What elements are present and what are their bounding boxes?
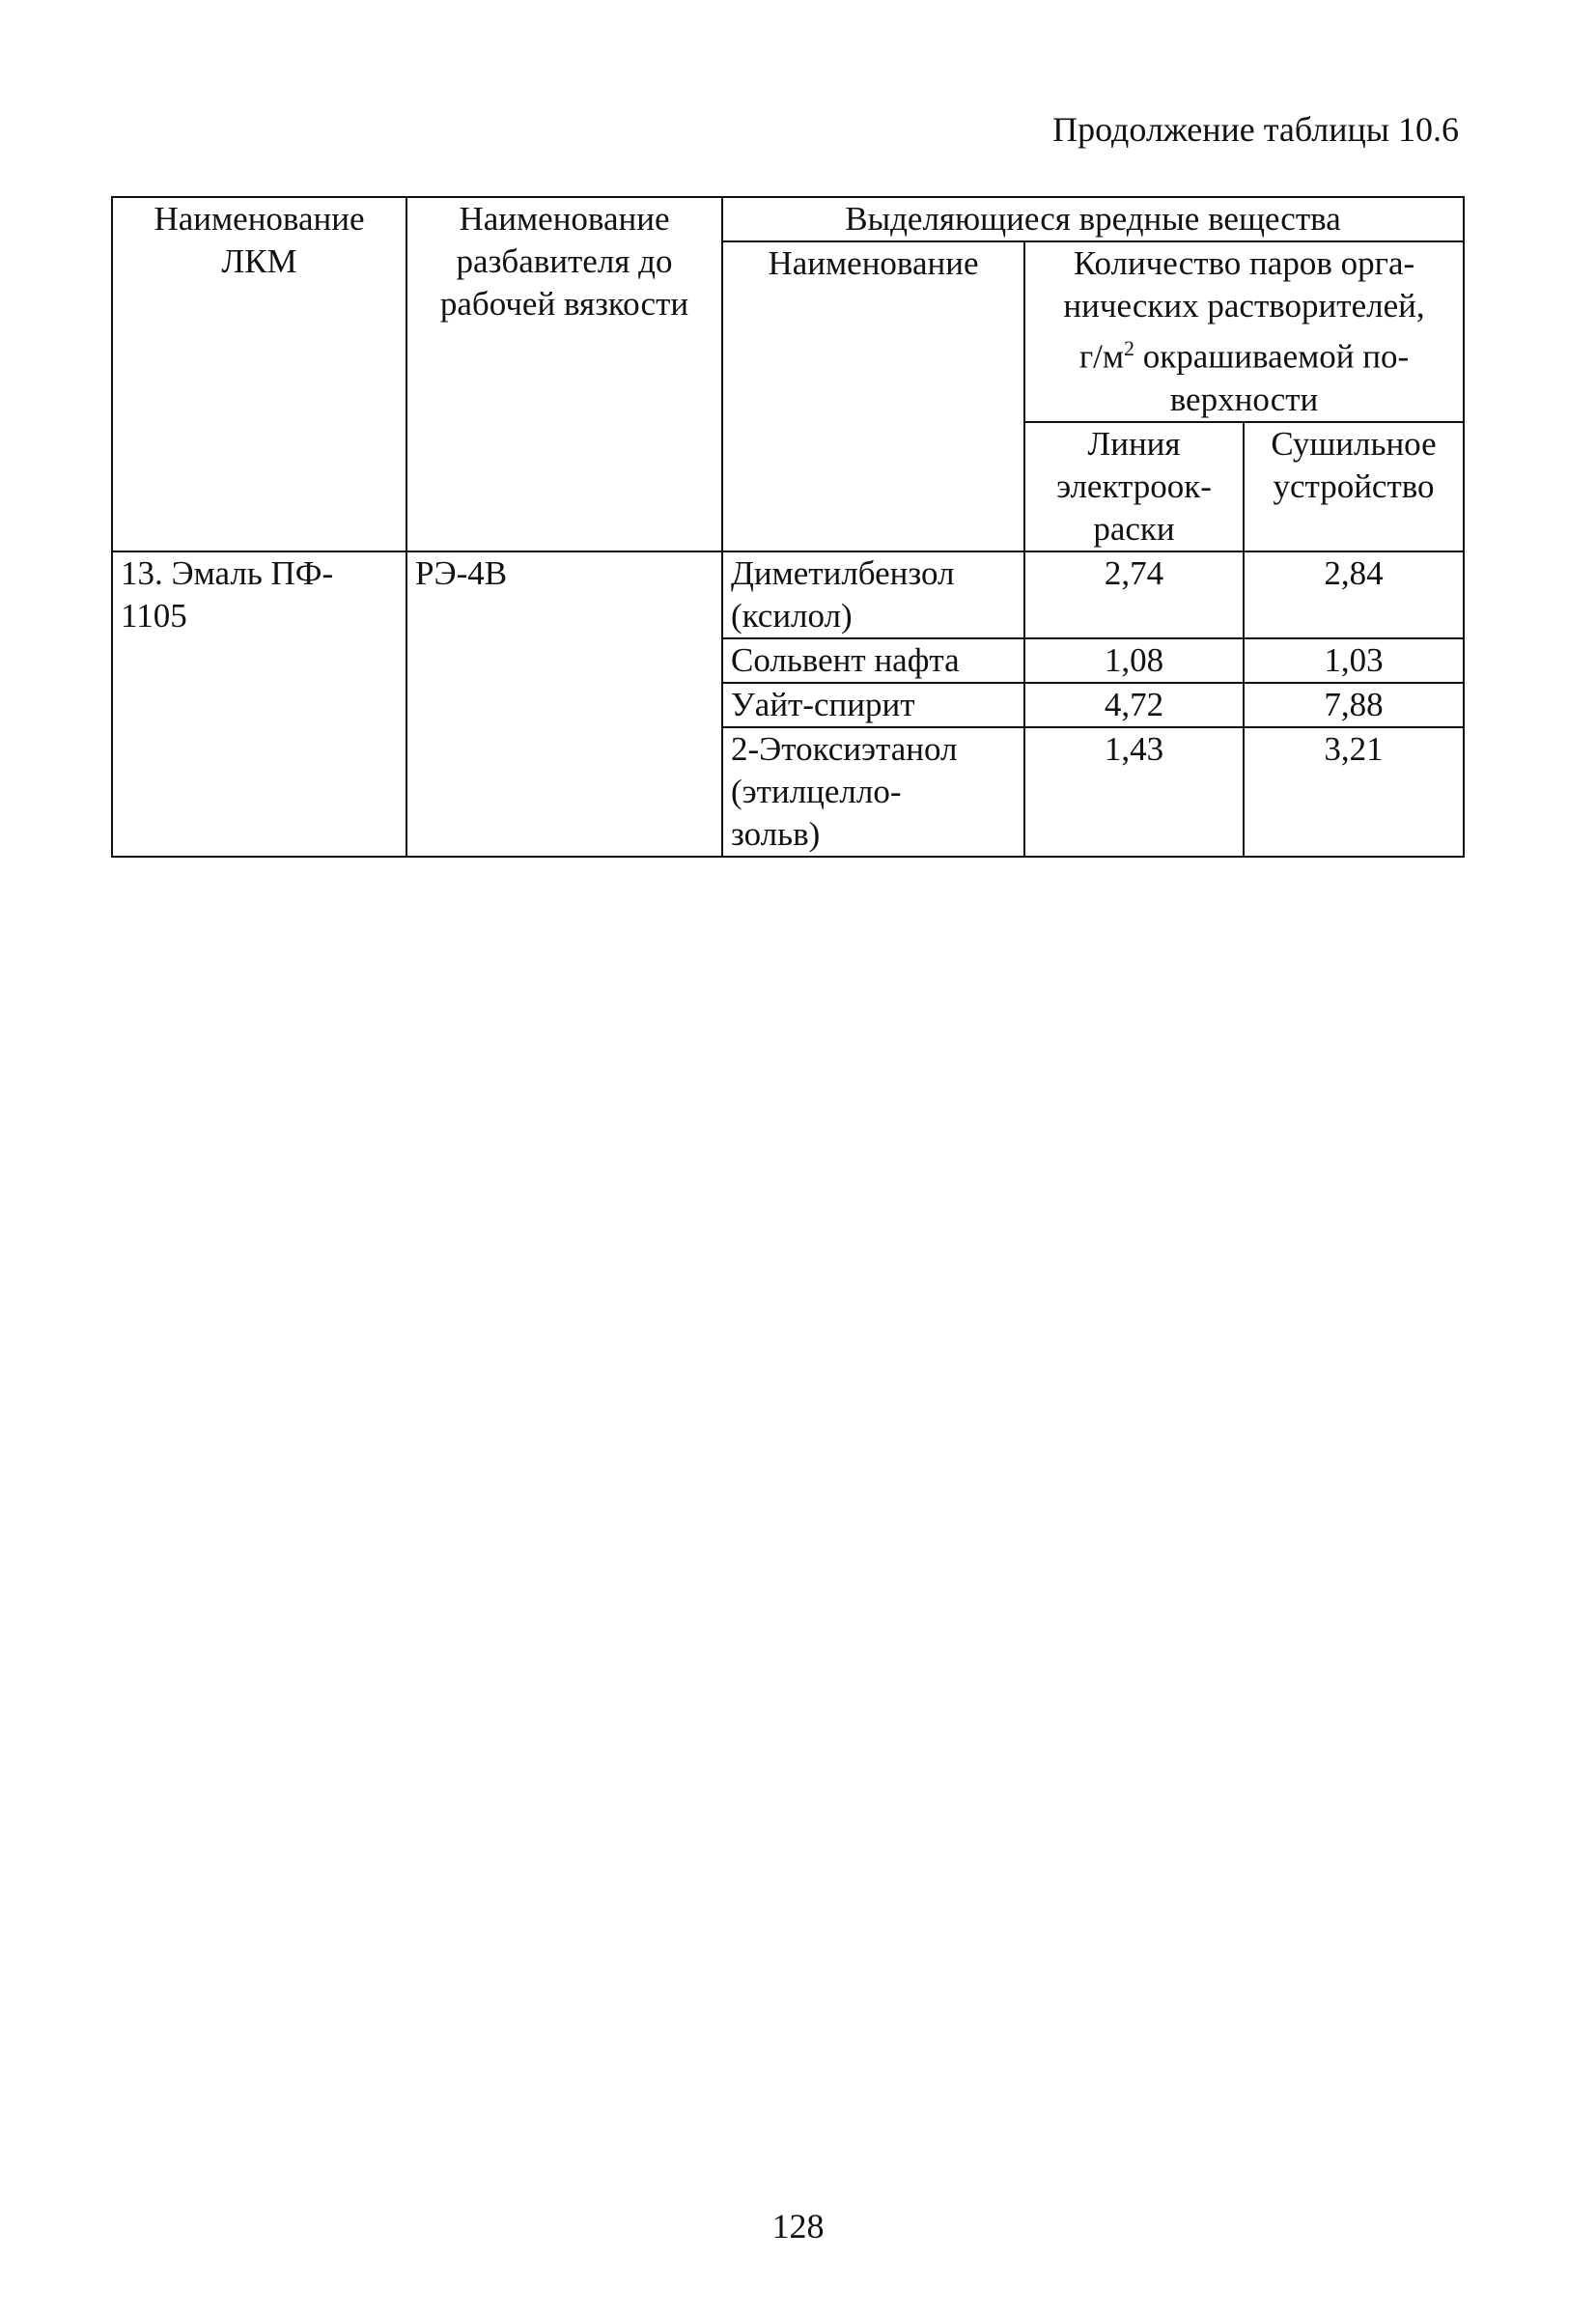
header-vapor-amount — [1024, 241, 1464, 422]
cell-dryer-value: 7,88 — [1244, 683, 1464, 727]
cell-substance: 2-Этоксиэтанол (этилцелло- зольв) — [722, 727, 1024, 857]
header-vapor-amount-prefix: Количество паров орга- нических растворителей, г/м — [1063, 244, 1425, 376]
header-lkm-name: Наименование ЛКМ — [112, 197, 406, 551]
header-hazardous-substances: Выделяющиеся вредные вещества — [722, 197, 1464, 241]
cell-dryer-value: 3,21 — [1244, 727, 1464, 857]
cell-substance: Сольвент нафта — [722, 638, 1024, 683]
emissions-table — [111, 196, 1465, 858]
cell-dryer-value: 2,84 — [1244, 551, 1464, 638]
cell-thinner: РЭ-4В — [406, 551, 722, 857]
cell-substance: Диметилбензол (ксилол) — [722, 551, 1024, 638]
cell-dryer-value: 1,03 — [1244, 638, 1464, 683]
header-thinner-name: Наименование разбавителя до рабочей вязкости — [406, 197, 722, 551]
cell-line-value: 1,43 — [1024, 727, 1244, 857]
cell-line-value: 2,74 — [1024, 551, 1244, 638]
header-painting-line: Линия электроок- раски — [1024, 422, 1244, 551]
cell-line-value: 4,72 — [1024, 683, 1244, 727]
header-vapor-amount-superscript: 2 — [1124, 336, 1135, 360]
cell-line-value: 1,08 — [1024, 638, 1244, 683]
header-substance-name: Наименование — [722, 241, 1024, 551]
header-row — [112, 197, 1464, 241]
header-drying-device: Сушильное устройство — [1244, 422, 1464, 551]
cell-lkm: 13. Эмаль ПФ- 1105 — [112, 551, 406, 857]
table-row — [112, 551, 1464, 638]
table-caption: Продолжение таблицы 10.6 — [1052, 110, 1459, 149]
page-number: 128 — [771, 2207, 825, 2245]
cell-substance: Уайт-спирит — [722, 683, 1024, 727]
header-vapor-amount-suffix: окрашиваемой по- верхности — [1142, 337, 1410, 418]
